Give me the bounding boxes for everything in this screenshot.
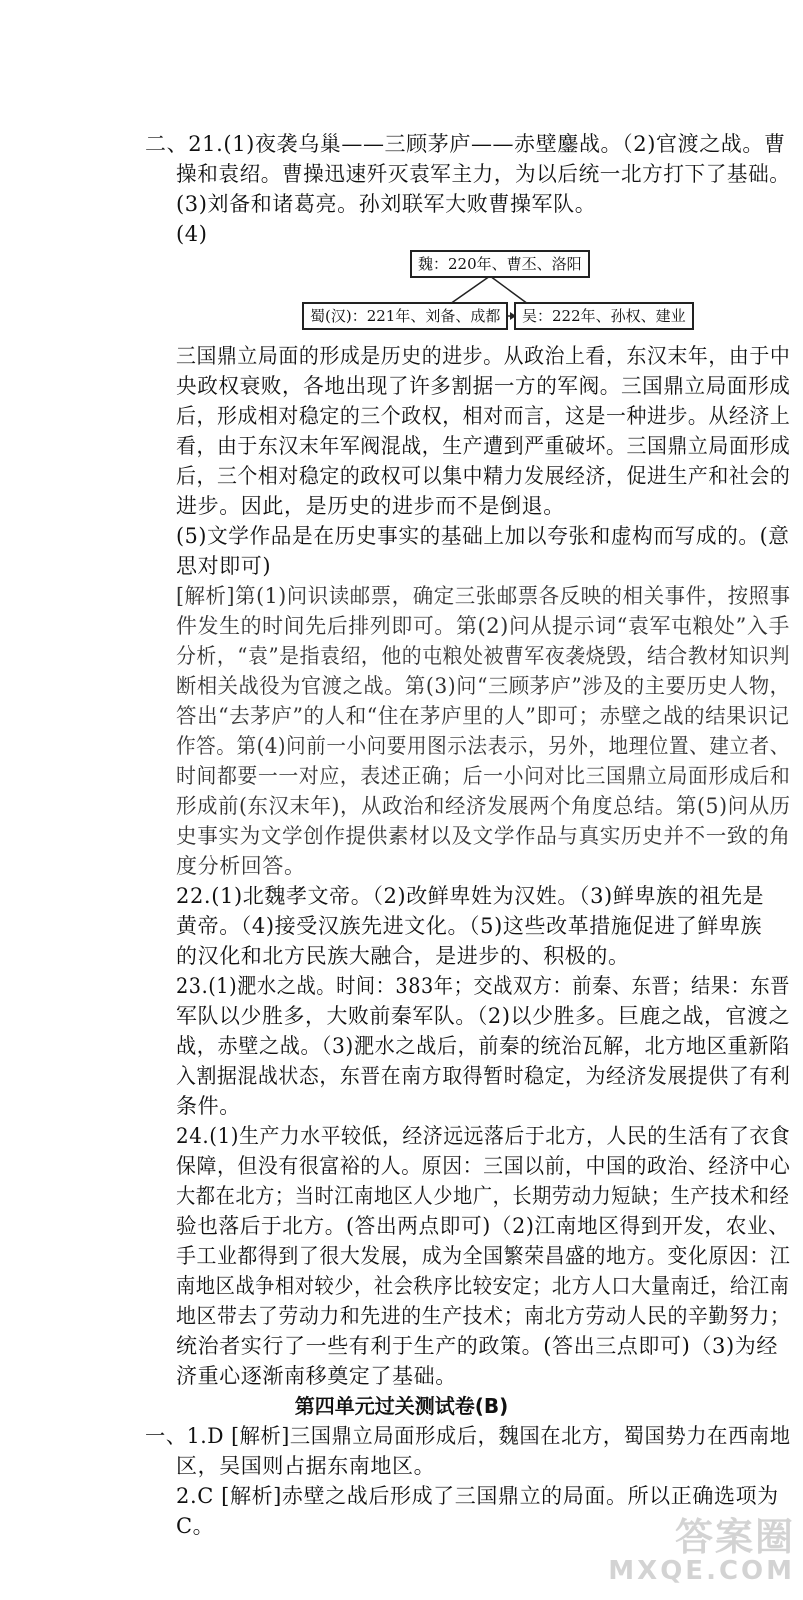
q24-line-2: 保障，但没有很富裕的人。原因：三国以前，中国的政治、经济中心 [176,1154,791,1178]
q21-text-7: (5)文学作品是在历史事实的基础上加以夸张和虚构而写成的。(意 [176,524,790,548]
analysis-line-8: 形成前(东汉末年)，从政治和经济发展两个角度总结。第(5)问从历 [176,794,791,818]
q22-line-3: 的汉化和北方民族大融合，是进步的、积极的。 [176,944,630,968]
analysis-line-4: 断相关战役为官渡之战。第(3)问“三顾茅庐”涉及的主要历史人物， [176,674,791,698]
q21-text-6: 进步。因此，是历史的进步而不是倒退。 [176,494,565,518]
q24-line-3: 大都在北方；当时江南地区人少地广，长期劳动力短缺；生产技术和经 [176,1184,790,1208]
wu-box: 吴：222年、孙权、建业 [514,302,694,330]
section-b-title: 第四单元过关测试卷(B) [294,1394,509,1418]
q23-line-2: 军队以少胜多，大败前秦军队。（2)以少胜多。巨鹿之战，官渡之 [176,1004,790,1028]
q22-line-2: 黄帝。（4)接受汉族先进文化。（5)这些改革措施促进了鲜卑族 [176,914,763,938]
wei-box: 魏：220年、曹丕、洛阳 [410,250,590,278]
q21-text-5: 后，三个相对稳定的政权可以集中精力发展经济，促进生产和社会的 [176,464,791,488]
q24-line-4: 验也落后于北方。(答出两点即可)（2)江南地区得到开发，农业、 [176,1214,790,1238]
watermark [595,1504,795,1594]
q21-text-1: 三国鼎立局面的形成是历史的进步。从政治上看，东汉末年，由于中 [176,344,791,368]
q24-line-5: 手工业都得到了很大发展，成为全国繁荣昌盛的地方。变化原因：江 [176,1244,791,1268]
three-kingdoms-diagram [300,242,686,335]
analysis-line-2: 件发生的时间先后排列即可。第(2)问从提示词“袁军屯粮处”入手 [176,614,790,638]
analysis-line-3: 分析，“袁”是指袁绍，他的屯粮处被曹军夜袭烧毁，结合教材知识判 [176,644,791,668]
q21-text-2: 央政权衰败，各地出现了许多割据一方的军阀。三国鼎立局面形成 [176,374,791,398]
watermark-url: MXQE.COM [608,1556,795,1586]
q21-line-2: 操和袁绍。曹操迅速歼灭袁军主力，为以后统一北方打下了基础。 [176,162,791,186]
q23-line-3: 战，赤壁之战。（3)淝水之战后，前秦的统治瓦解，北方地区重新陷 [176,1034,790,1058]
q24-line-6: 南地区战争相对较少，社会秩序比较安定；北方人口大量南迁，给江南 [176,1274,790,1298]
q21-text-8: 思对即可) [176,554,272,578]
q21-line-1: 二、21.(1)夜袭乌巢——三顾茅庐——赤壁鏖战。（2)官渡之战。曹 [145,132,786,156]
analysis-line-10: 度分析回答。 [176,854,306,878]
q23-line-1: 23.(1)淝水之战。时间：383年；交战双方：前秦、东晋；结果：东晋 [176,974,790,998]
watermark-logo: 答案圈 [674,1515,795,1559]
q22-line-1: 22.(1)北魏孝文帝。（2)改鲜卑姓为汉姓。（3)鲜卑族的祖先是 [176,884,765,908]
section-b-line-2: 区，吴国则占据东南地区。 [176,1454,436,1478]
section-b-line-3: 2.C [解析]赤壁之战后形成了三国鼎立的局面。所以正确选项为 [176,1484,779,1508]
section-b-line-1: 一、1.D [解析]三国鼎立局面形成后，魏国在北方，蜀国势力在西南地 [145,1424,791,1448]
shu-box: 蜀(汉)：221年、刘备、成都 [302,302,508,330]
q21-line-3: (3)刘备和诸葛亮。孙刘联军大败曹操军队。 [176,192,597,216]
q24-line-8: 统治者实行了一些有利于生产的政策。(答出三点即可)（3)为经 [176,1334,778,1358]
q23-line-4: 入割据混战状态，东晋在南方取得暂时稳定，为经济发展提供了有利 [176,1064,791,1088]
q21-text-4: 看，由于东汉末年军阀混战，生产遭到严重破坏。三国鼎立局面形成 [176,434,791,458]
q21-text-3: 后，形成相对稳定的三个政权，相对而言，这是一种进步。从经济上 [176,404,791,428]
section-b-line-4: C。 [176,1514,215,1538]
q21-line-4: (4) [176,222,208,246]
analysis-line-5: 答出“去茅庐”的人和“住在茅庐里的人”即可；赤壁之战的结果识记 [176,704,790,728]
analysis-line-7: 时间都要一一对应，表述正确；后一小问对比三国鼎立局面形成后和 [176,764,791,788]
q23-line-5: 条件。 [176,1094,241,1118]
analysis-line-9: 史事实为文学创作提供素材以及文学作品与真实历史并不一致的角 [176,824,791,848]
q24-line-7: 地区带去了劳动力和先进的生产技术；南北方劳动人民的辛勤努力； [176,1304,791,1328]
q24-line-9: 济重心逐渐南移奠定了基础。 [176,1364,457,1388]
q24-line-1: 24.(1)生产力水平较低，经济远远落后于北方，人民的生活有了衣食 [176,1124,791,1148]
analysis-line-6: 作答。第(4)问前一小问要用图示法表示，另外，地理位置、建立者、 [176,734,790,758]
analysis-line-1: [解析]第(1)问识读邮票，确定三张邮票各反映的相关事件，按照事 [176,584,791,608]
